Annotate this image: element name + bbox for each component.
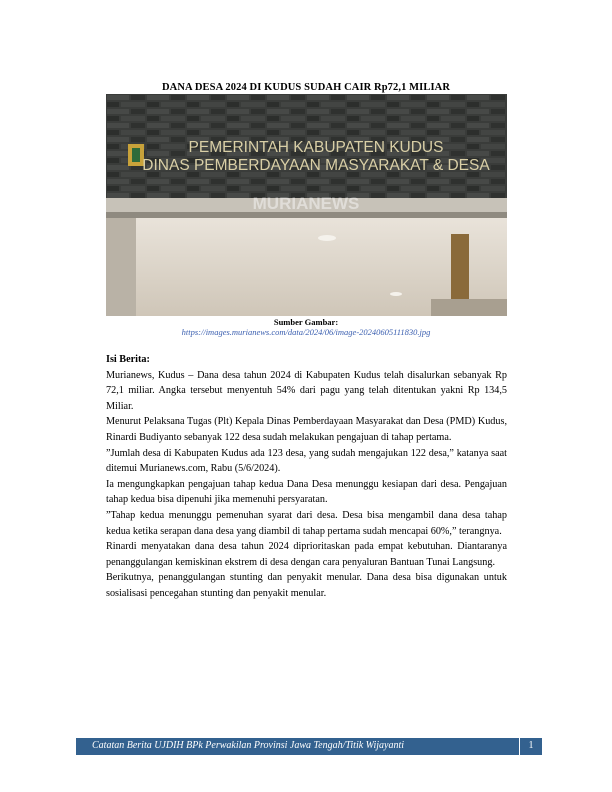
paragraph: Menurut Pelaksana Tugas (Plt) Kepala Dinas Pemberdayaan Masyarakat dan Desa (PMD) Kudus, Rinardi Budiyanto sebanyak 122 desa sudah melakukan pengajuan di tahap pertama.: [106, 416, 507, 443]
sign-line-1: PEMERINTAH KABUPATEN KUDUS: [188, 139, 444, 156]
article-title: DANA DESA 2024 DI KUDUS SUDAH CAIR Rp72,1 MILIAR: [161, 82, 451, 93]
office-building-photo: [106, 94, 507, 316]
paragraph: Rinardi menyatakan dana desa tahun 2024 diprioritaskan pada empat kebutuhan. Diantaranya penanggulangan kemiskinan ekstrem di desa dengan cara penyaluran Bantuan Tunai Langsung.: [106, 541, 507, 568]
paragraph: Berikutnya, penanggulangan stunting dan penyakit menular. Dana desa bisa digunakan untuk sosialisasi pencegahan stunting dan penyakit menular.: [106, 572, 507, 599]
body-heading: Isi Berita:: [106, 354, 150, 365]
article-photo: [106, 94, 507, 316]
page-number: 1: [528, 740, 534, 751]
paragraph: Ia mengungkapkan pengajuan tahap kedua Dana Desa menunggu kesiapan dari desa. Pengajuan tahap kedua bisa dipenuhi jika memenuhi persyaratan.: [106, 478, 507, 506]
image-source-label: Sumber Gambar:: [273, 317, 339, 327]
sign-line-2: DINAS PEMBERDAYAAN MASYARAKAT & DESA: [142, 157, 490, 174]
paragraph: ”Jumlah desa di Kabupaten Kudus ada 123 desa, yang sudah mengajukan 122 desa,” katanya saat ditemui Murianews.com, Rabu (5/6/2024).: [106, 447, 507, 475]
paragraph: Murianews, Kudus – Dana desa tahun 2024 di Kabupaten Kudus telah disalurkan sebanyak Rp 72,1 miliar. Angka tersebut menyentuh 54% dari pagu yang telah ditentukan yakni Rp 134,5 Miliar.: [106, 369, 507, 412]
page-footer: [76, 738, 542, 755]
watermark: MURIANEWS: [252, 194, 360, 213]
article-body: [106, 352, 507, 602]
footer-text: Catatan Berita UJDIH BPk Perwakilan Provinsi Jawa Tengah/Titik Wijayanti: [92, 740, 405, 751]
paragraph: ”Tahap kedua menunggu pemenuhan syarat dari desa. Desa bisa mengambil dana desa tahap kedua ketika serapan dana desa yang diambil di tahap pertama sudah mencapai 60%,” terangnya.: [106, 509, 507, 537]
image-source-url[interactable]: https://images.murianews.com/data/2024/06/image-20240605111830.jpg: [181, 327, 431, 337]
